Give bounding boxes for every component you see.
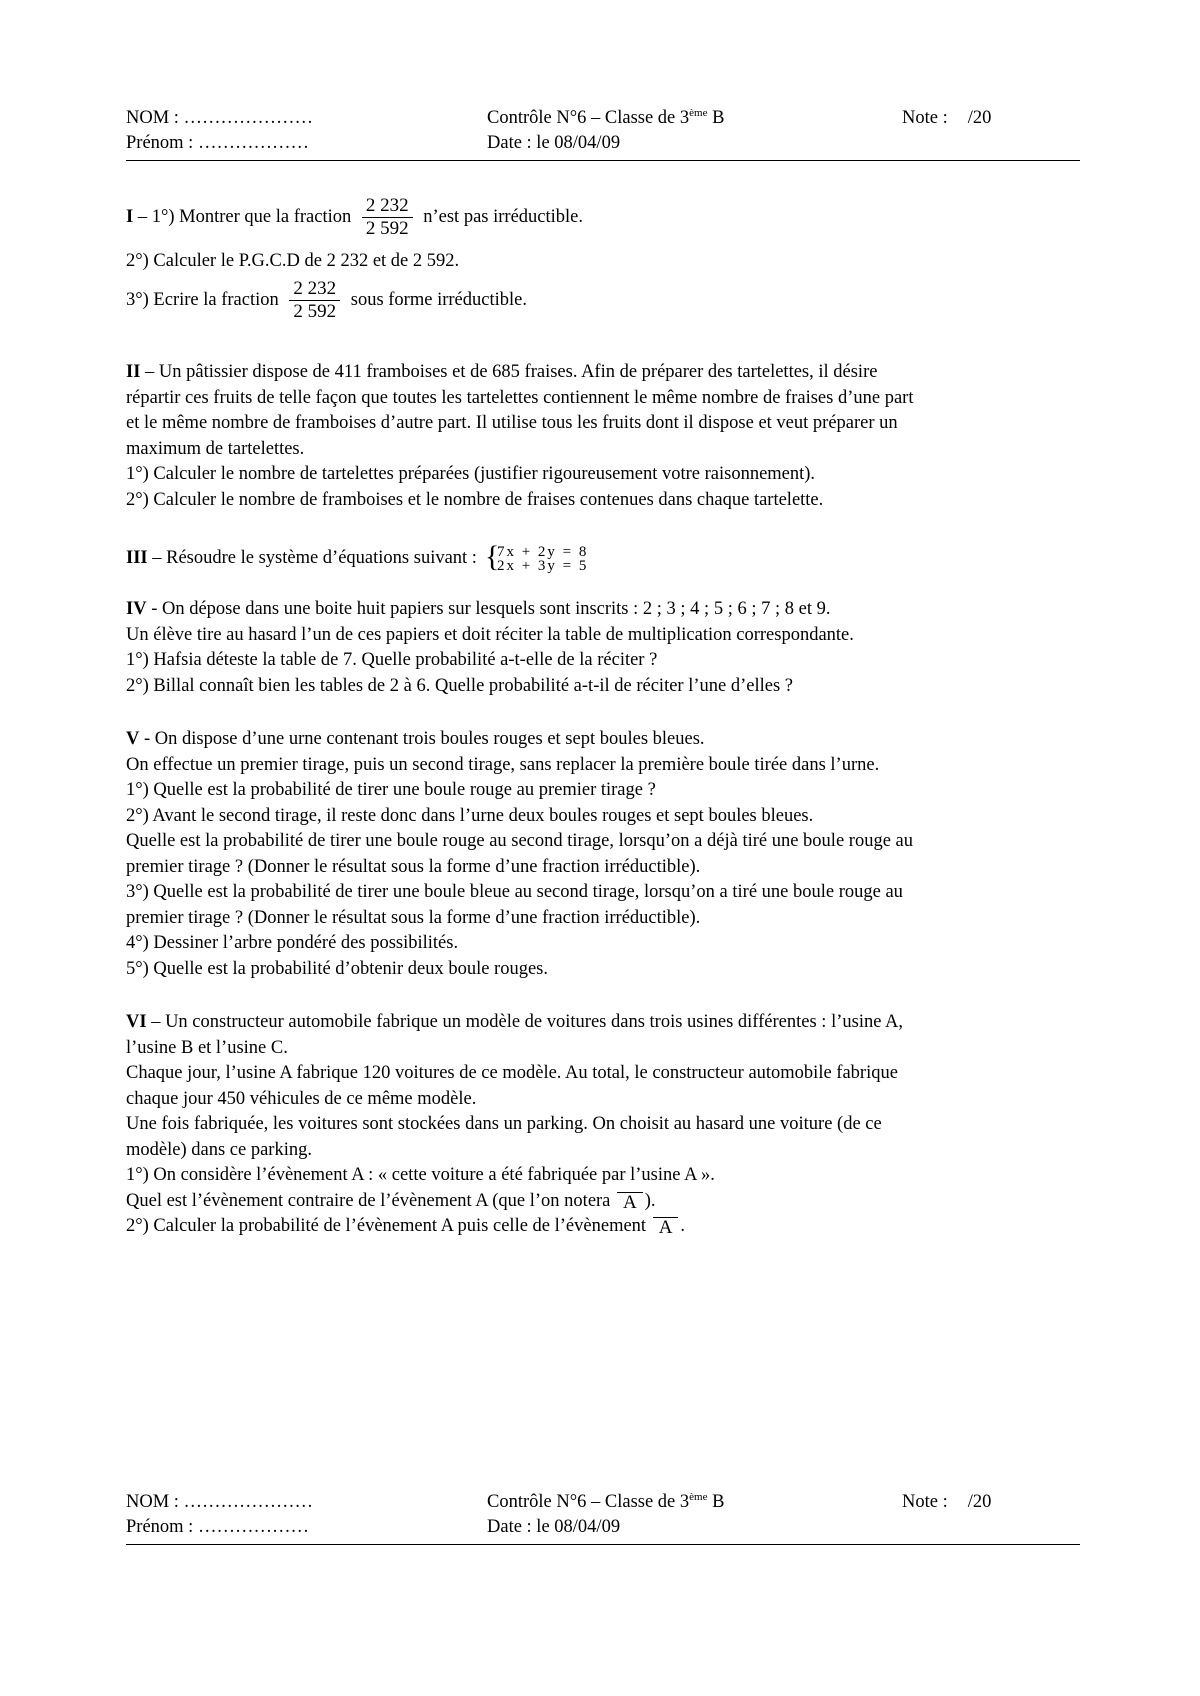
exam-title: [487, 1490, 724, 1515]
ex4-line-text: - On dépose dans une boite huit papiers sur lesquels sont inscrits : 2 ; 3 ; 4 ; 5 ; 6 ; 7 ; 8 et 9.: [146, 599, 831, 619]
exercise-6: [126, 1010, 1080, 1240]
fraction-denominator: 2 592: [365, 218, 409, 240]
fraction: [289, 278, 340, 323]
ex5-line: On effectue un premier tirage, puis un second tirage, sans replacer la première boule tirée dans l’urne.: [126, 754, 880, 775]
ex3-text: – Résoudre le système d’équations suivant :: [147, 548, 477, 568]
ex3-line: [126, 539, 1080, 574]
prenom-field: Prénom : ………………: [126, 1517, 309, 1537]
ex6-line: 1°) On considère l’évènement A : « cette voiture a été fabriquée par l’usine A ».: [126, 1165, 715, 1185]
header-title-column: [487, 106, 724, 156]
header-title-column: [487, 1490, 724, 1540]
ex2-label: II: [126, 362, 141, 382]
exercise-4: [126, 597, 1080, 699]
note-value: /20: [967, 108, 992, 128]
ex1-q1: [126, 194, 1080, 240]
exercise-5: [126, 727, 1080, 982]
ex3-label: III: [126, 548, 148, 568]
ex6-q1b-text: Quel est l’évènement contraire de l’évènement A (que l’on notera: [126, 1190, 616, 1211]
ex5-line: Quelle est la probabilité de tirer une boule rouge au second tirage, lorsqu’on a déjà tiré une boule rouge au: [126, 831, 913, 851]
ex4-line: Un élève tire au hasard l’un de ces papiers et doit réciter la table de multiplication correspondante.: [126, 624, 854, 645]
equations: [497, 545, 588, 573]
ex6-line: l’usine B et l’usine C.: [126, 1037, 288, 1058]
header-note-column: [902, 1490, 991, 1515]
complement-event: A: [617, 1192, 643, 1213]
ex5-line: 4°) Dessiner l’arbre pondéré des possibilités.: [126, 933, 459, 953]
ex6-q2-end: .: [680, 1216, 686, 1236]
note-value: /20: [967, 1492, 992, 1512]
ex5-line-text: - On dispose d’une urne contenant trois boules rouges et sept boules bleues.: [139, 729, 705, 749]
ex4-line: 2°) Billal connaît bien les tables de 2 à 6. Quelle probabilité a-t-il de réciter l’une d’elles ?: [126, 675, 793, 696]
ex6-line: Chaque jour, l’usine A fabrique 120 voitures de ce modèle. Au total, le constructeur automobile fabrique: [126, 1063, 898, 1083]
exam-title-post: B: [707, 108, 725, 128]
header-note-column: [902, 106, 991, 131]
nom-field: NOM : …………………: [126, 108, 314, 128]
header-bottom: [126, 1490, 1080, 1545]
note-field: [902, 1490, 991, 1515]
ex5-line: premier tirage ? (Donner le résultat sous la forme d’une fraction irréductible).: [126, 907, 701, 928]
exam-title-sup: ème: [689, 1491, 708, 1503]
ex2-line-text: – Un pâtissier dispose de 411 framboises et de 685 fraises. Afin de préparer des tartelettes, il désire: [140, 362, 878, 382]
ex6-line: [126, 1010, 1080, 1036]
ex6-q1b-end: ).: [644, 1190, 656, 1211]
brace-icon: {: [484, 539, 500, 573]
exam-title-pre: Contrôle N°6 – Classe de 3: [487, 1492, 690, 1512]
header-name-column: [126, 106, 313, 156]
ex1-q1-end: n’est pas irréductible.: [418, 207, 583, 227]
ex2-line: 2°) Calculer le nombre de framboises et le nombre de fraises contenues dans chaque tartelette.: [126, 489, 824, 510]
ex5-line: 5°) Quelle est la probabilité d’obtenir deux boule rouges.: [126, 958, 548, 979]
ex1-label: I: [126, 207, 134, 227]
exam-title-sup: ème: [689, 107, 708, 119]
exam-date: Date : le 08/04/09: [487, 1517, 621, 1537]
ex1-q1-text: – 1°) Montrer que la fraction: [133, 207, 356, 227]
fraction: [362, 195, 413, 240]
ex6-q2-text: 2°) Calculer la probabilité de l’évènement A puis celle de l’évènement: [126, 1216, 651, 1236]
exam-title-pre: Contrôle N°6 – Classe de 3: [487, 108, 690, 128]
ex2-line: maximum de tartelettes.: [126, 438, 305, 459]
ex6-line-text: – Un constructeur automobile fabrique un modèle de voitures dans trois usines différentes : l’usine A,: [146, 1012, 904, 1032]
ex5-line: 2°) Avant le second tirage, il reste donc dans l’urne deux boules rouges et sept boules bleues.: [126, 805, 814, 826]
ex4-line: 1°) Hafsia déteste la table de 7. Quelle probabilité a-t-elle de la réciter ?: [126, 650, 658, 670]
exam-title-post: B: [707, 1492, 725, 1512]
ex4-line: [126, 597, 1080, 623]
ex5-line: 1°) Quelle est la probabilité de tirer une boule rouge au premier tirage ?: [126, 780, 656, 800]
ex6-q1b: [126, 1189, 1080, 1215]
exercise-1: [126, 194, 1080, 323]
note-field: [902, 106, 991, 131]
exam-title: [487, 106, 724, 131]
ex1-q3-text: 3°) Ecrire la fraction: [126, 289, 284, 310]
ex2-line: 1°) Calculer le nombre de tartelettes préparées (justifier rigoureusement votre raisonnement).: [126, 464, 816, 484]
note-label: Note :: [902, 1492, 948, 1512]
equation-1: 7x + 2y = 8: [496, 543, 589, 560]
complement-event: A: [653, 1217, 679, 1238]
ex6-line: modèle) dans ce parking.: [126, 1139, 312, 1160]
ex5-line: [126, 727, 1080, 753]
ex5-line: premier tirage ? (Donner le résultat sous la forme d’une fraction irréductible).: [126, 856, 701, 877]
ex6-q2: [126, 1214, 1080, 1240]
fraction-numerator: 2 232: [362, 195, 413, 218]
ex5-label: V: [126, 729, 140, 749]
ex5-line: 3°) Quelle est la probabilité de tirer une boule bleue au second tirage, lorsqu’on a tiré une boule rouge au: [126, 882, 903, 902]
equation-system: [484, 539, 589, 574]
header-name-column: [126, 1490, 313, 1540]
fraction-numerator: 2 232: [289, 278, 340, 301]
ex6-label: VI: [126, 1012, 147, 1032]
ex4-label: IV: [126, 599, 147, 619]
exercise-3: [126, 539, 1080, 574]
fraction-denominator: 2 592: [293, 300, 337, 322]
ex2-line: et le même nombre de framboises d’autre part. Il utilise tous les fruits dont il dispose et veut préparer un: [126, 413, 898, 433]
ex1-q3: [126, 277, 1080, 323]
ex6-line: chaque jour 450 véhicules de ce même modèle.: [126, 1088, 477, 1109]
header-top: [126, 106, 1080, 161]
equation-2: 2x + 3y = 5: [496, 557, 589, 574]
note-label: Note :: [902, 108, 948, 128]
ex6-line: Une fois fabriquée, les voitures sont stockées dans un parking. On choisit au hasard une voiture (de ce: [126, 1114, 882, 1134]
nom-field: NOM : …………………: [126, 1492, 314, 1512]
exercise-2: [126, 360, 1080, 513]
ex2-line: [126, 360, 1080, 386]
ex1-q2: 2°) Calculer le P.G.C.D de 2 232 et de 2 592.: [126, 251, 460, 271]
ex2-line: répartir ces fruits de telle façon que toutes les tartelettes contiennent le même nombre de fraises d’une part: [126, 387, 914, 408]
prenom-field: Prénom : ………………: [126, 133, 309, 153]
exam-date: Date : le 08/04/09: [487, 133, 621, 153]
ex1-q3-end: sous forme irréductible.: [346, 289, 527, 310]
